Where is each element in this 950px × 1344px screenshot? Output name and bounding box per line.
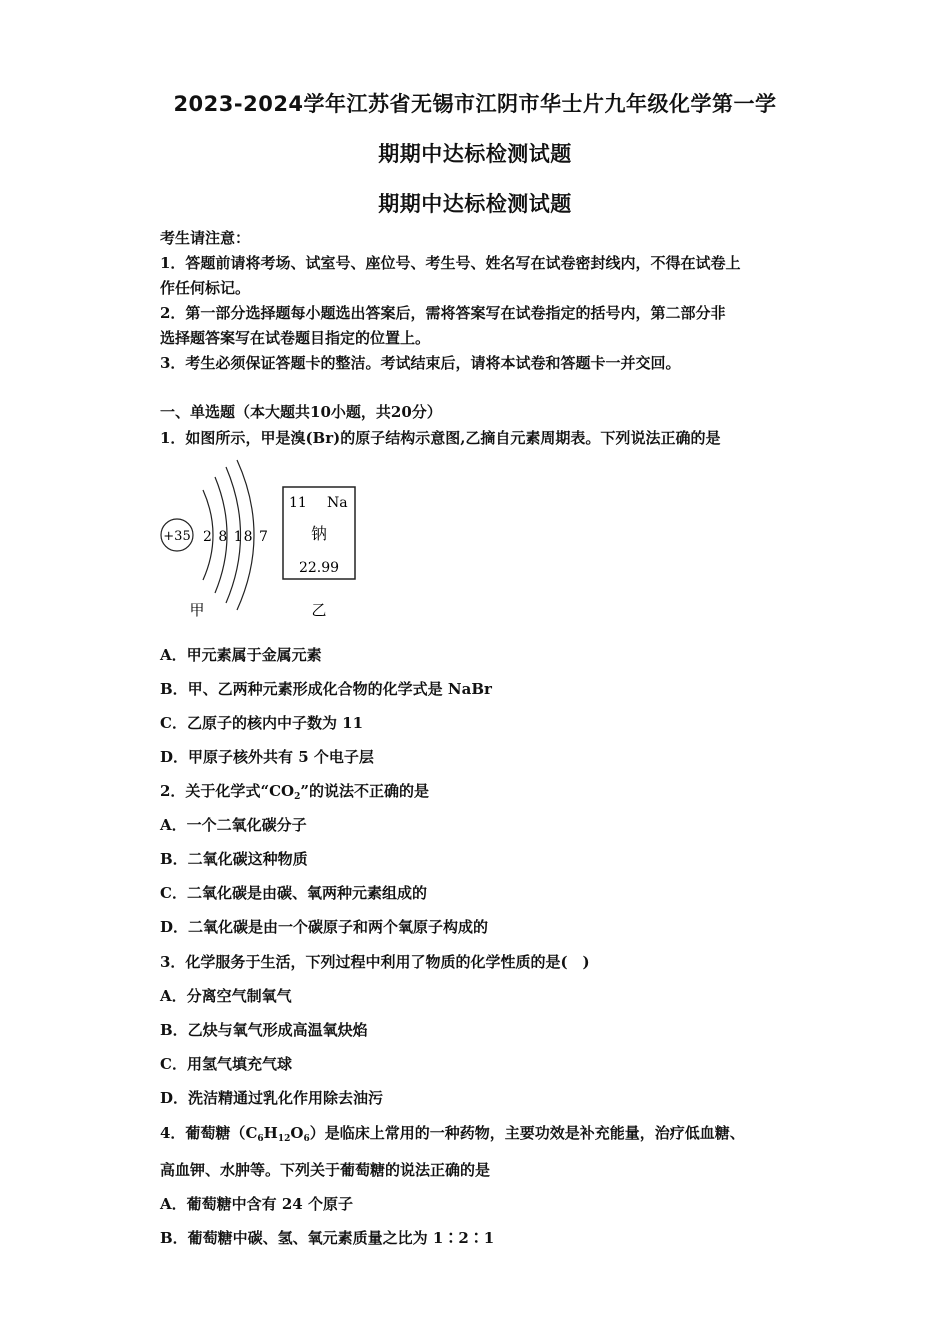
q2-stem — [160, 781, 800, 801]
q2-stem-sub: 2 — [294, 792, 301, 802]
notice-line-1: 1．答题前请将考场、试室号、座位号、考生号、姓名写在试卷密封线内，不得在试卷上 — [160, 254, 741, 272]
q2-option-b: B．二氧化碳这种物质 — [160, 850, 308, 868]
q4-stem-b: H — [263, 1124, 278, 1142]
element-symbol: Na — [327, 495, 348, 511]
q2-option-c: C．二氧化碳是由碳、氧两种元素组成的 — [160, 884, 427, 902]
q4-stem — [160, 1123, 800, 1143]
q4-option-a: A．葡萄糖中含有 24 个原子 — [160, 1195, 353, 1213]
q4-option-b: B．葡萄糖中碳、氢、氧元素质量之比为 1∶2∶1 — [160, 1229, 495, 1247]
q3-option-c: C．用氢气填充气球 — [160, 1055, 292, 1073]
q4-sub-o: 6 — [303, 1134, 310, 1144]
doc-title-line1: 2023-2024学年江苏省无锡市江阴市华士片九年级化学第一学 — [173, 92, 777, 116]
label-jia: 甲 — [189, 601, 205, 619]
q4-stem-line2: 高血钾、水肿等。下列关于葡萄糖的说法正确的是 — [160, 1161, 491, 1179]
label-yi: 乙 — [311, 601, 327, 619]
element-mass: 22.99 — [298, 560, 340, 576]
notice-heading: 考生请注意： — [160, 229, 251, 247]
q4-sub-h: 12 — [277, 1134, 291, 1144]
q1-option-b: B．甲、乙两种元素形成化合物的化学式是 NaBr — [160, 680, 492, 698]
q2-option-d: D．二氧化碳是由一个碳原子和两个氧原子构成的 — [160, 918, 489, 936]
q3-option-b: B．乙炔与氧气形成高温氧炔焰 — [160, 1021, 368, 1039]
q3-option-a: A．分离空气制氧气 — [160, 987, 292, 1005]
q2-option-a: A．一个二氧化碳分子 — [160, 816, 307, 834]
q3-option-d: D．洗洁精通过乳化作用除去油污 — [160, 1089, 384, 1107]
element-name: 钠 — [310, 524, 328, 543]
notice-line-5: 3．考生必须保证答题卡的整洁。考试结束后，请将本试卷和答题卡一并交回。 — [160, 354, 681, 372]
q4-stem-a: 4．葡萄糖（C — [160, 1124, 258, 1142]
notice-line-4: 选择题答案写在试卷题目指定的位置上。 — [160, 329, 431, 347]
q4-stem-c: O — [290, 1124, 304, 1142]
element-atomic-number: 11 — [289, 495, 307, 511]
q3-stem: 3．化学服务于生活，下列过程中利用了物质的化学性质的是( ) — [160, 953, 590, 971]
doc-title-line2: 期期中达标检测试题 — [378, 142, 572, 166]
nucleus-charge: +35 — [163, 529, 191, 544]
shell-electron-counts: 2 8 18 7 — [203, 529, 269, 545]
q1-figure — [155, 455, 375, 625]
q2-stem-pre: 2．关于化学式“CO — [160, 782, 295, 800]
q1-option-a: A．甲元素属于金属元素 — [160, 646, 322, 664]
doc-title-line3: 期期中达标检测试题 — [378, 192, 572, 216]
q1-option-d: D．甲原子核外共有 5 个电子层 — [160, 748, 374, 766]
notice-line-3: 2．第一部分选择题每小题选出答案后，需将答案写在试卷指定的括号内，第二部分非 — [160, 304, 726, 322]
q1-stem: 1．如图所示，甲是溴(Br)的原子结构示意图,乙摘自元素周期表。下列说法正确的是 — [160, 429, 721, 447]
notice-line-2: 作任何标记。 — [160, 279, 251, 297]
q2-stem-post: ”的说法不正确的是 — [300, 782, 429, 800]
q4-stem-d: ）是临床上常用的一种药物，主要功效是补充能量，治疗低血糖、 — [309, 1124, 745, 1142]
section-heading: 一、单选题（本大题共10小题，共20分） — [160, 403, 442, 421]
q4-sub-c: 6 — [257, 1134, 264, 1144]
q1-option-c: C．乙原子的核内中子数为 11 — [160, 714, 364, 732]
atom-and-element-diagram — [155, 455, 375, 625]
